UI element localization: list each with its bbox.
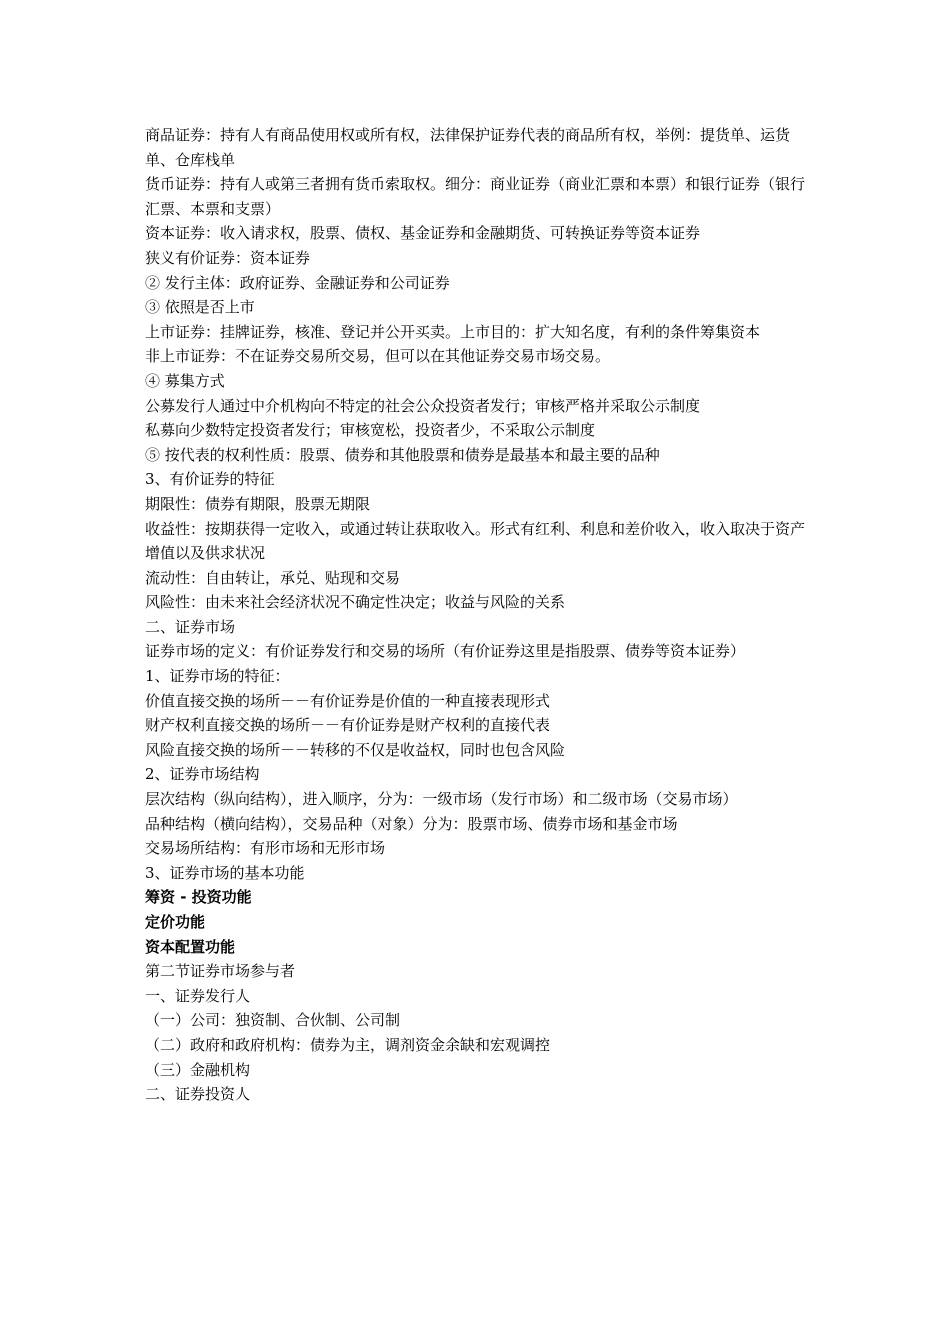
paragraph: 价值直接交换的场所－－有价证券是价值的一种直接表现形式 (145, 691, 551, 710)
paragraph: 期限性：债券有期限，股票无期限 (145, 494, 371, 513)
paragraph: ② 发行主体：政府证券、金融证券和公司证券 (145, 273, 450, 292)
paragraph: 交易场所结构：有形市场和无形市场 (145, 839, 386, 858)
paragraph: 资本证券：收入请求权，股票、债权、基金证券和金融期货、可转换证券等资本证券 (145, 224, 701, 243)
paragraph: 增值以及供求状况 (145, 544, 266, 563)
paragraph: 1、证券市场的特征： (145, 667, 290, 686)
paragraph: 一、证券发行人 (145, 986, 251, 1005)
bold-paragraph: 筹资 - 投资功能 (145, 888, 252, 907)
bold-paragraph: 定价功能 (145, 913, 206, 931)
paragraph: ⑤ 按代表的权利性质：股票、债券和其他股票和债券是最基本和最主要的品种 (145, 445, 660, 464)
document-page (145, 123, 810, 1107)
paragraph: 品种结构（横向结构），交易品种（对象）分为：股票市场、债券市场和基金市场 (145, 814, 678, 833)
paragraph: 二、证券市场 (145, 617, 236, 636)
paragraph: 风险性：由未来社会经济状况不确定性决定；收益与风险的关系 (145, 593, 566, 612)
paragraph: 风险直接交换的场所－－转移的不仅是收益权，同时也包含风险 (145, 740, 566, 759)
paragraph: 私募向少数特定投资者发行；审核宽松，投资者少，不采取公示制度 (145, 421, 596, 440)
paragraph: 3、证券市场的基本功能 (145, 863, 305, 882)
paragraph: 公募发行人通过中介机构向不特定的社会公众投资者发行；审核严格并采取公示制度 (145, 396, 701, 415)
paragraph: 流动性：自由转让，承兑、贴现和交易 (145, 568, 401, 587)
paragraph: 2、证券市场结构 (145, 765, 260, 784)
paragraph: 财产权利直接交换的场所－－有价证券是财产权利的直接代表 (145, 716, 551, 735)
paragraph: 商品证券：持有人有商品使用权或所有权，法律保护证券代表的商品所有权，举例：提货单、运货单、仓库栈单 (145, 126, 791, 169)
paragraph: 狭义有价证券：资本证券 (145, 248, 311, 267)
paragraph: ④ 募集方式 (145, 371, 225, 390)
paragraph: 上市证券：挂牌证券，核准、登记并公开买卖。上市目的：扩大知名度，有利的条件筹集资本 (145, 322, 761, 341)
paragraph: 货币证券：持有人或第三者拥有货币索取权。细分：商业证券（商业汇票和本票）和银行证券（银行汇票、本票和支票） (145, 175, 806, 218)
paragraph: 第二节证券市场参与者 (145, 962, 296, 981)
paragraph: ③ 依照是否上市 (145, 298, 255, 317)
paragraph: 二、证券投资人 (145, 1085, 251, 1104)
paragraph: （三）金融机构 (145, 1060, 251, 1079)
paragraph: 收益性：按期获得一定收入，或通过转让获取收入。形式有红利、利息和差价收入，收入取决于资产 (145, 519, 806, 538)
bold-paragraph: 资本配置功能 (145, 937, 236, 956)
paragraph: 层次结构（纵向结构），进入顺序，分为：一级市场（发行市场）和二级市场（交易市场） (145, 790, 738, 809)
paragraph: 非上市证券：不在证券交易所交易，但可以在其他证券交易市场交易。 (145, 347, 611, 366)
paragraph: 证券市场的定义：有价证券发行和交易的场所（有价证券这里是指股票、债券等资本证券） (145, 642, 746, 661)
paragraph: （二）政府和政府机构：债券为主，调剂资金余缺和宏观调控 (145, 1035, 551, 1054)
paragraph: 3、有价证券的特征 (145, 470, 275, 489)
paragraph: （一）公司：独资制、合伙制、公司制 (145, 1011, 401, 1030)
